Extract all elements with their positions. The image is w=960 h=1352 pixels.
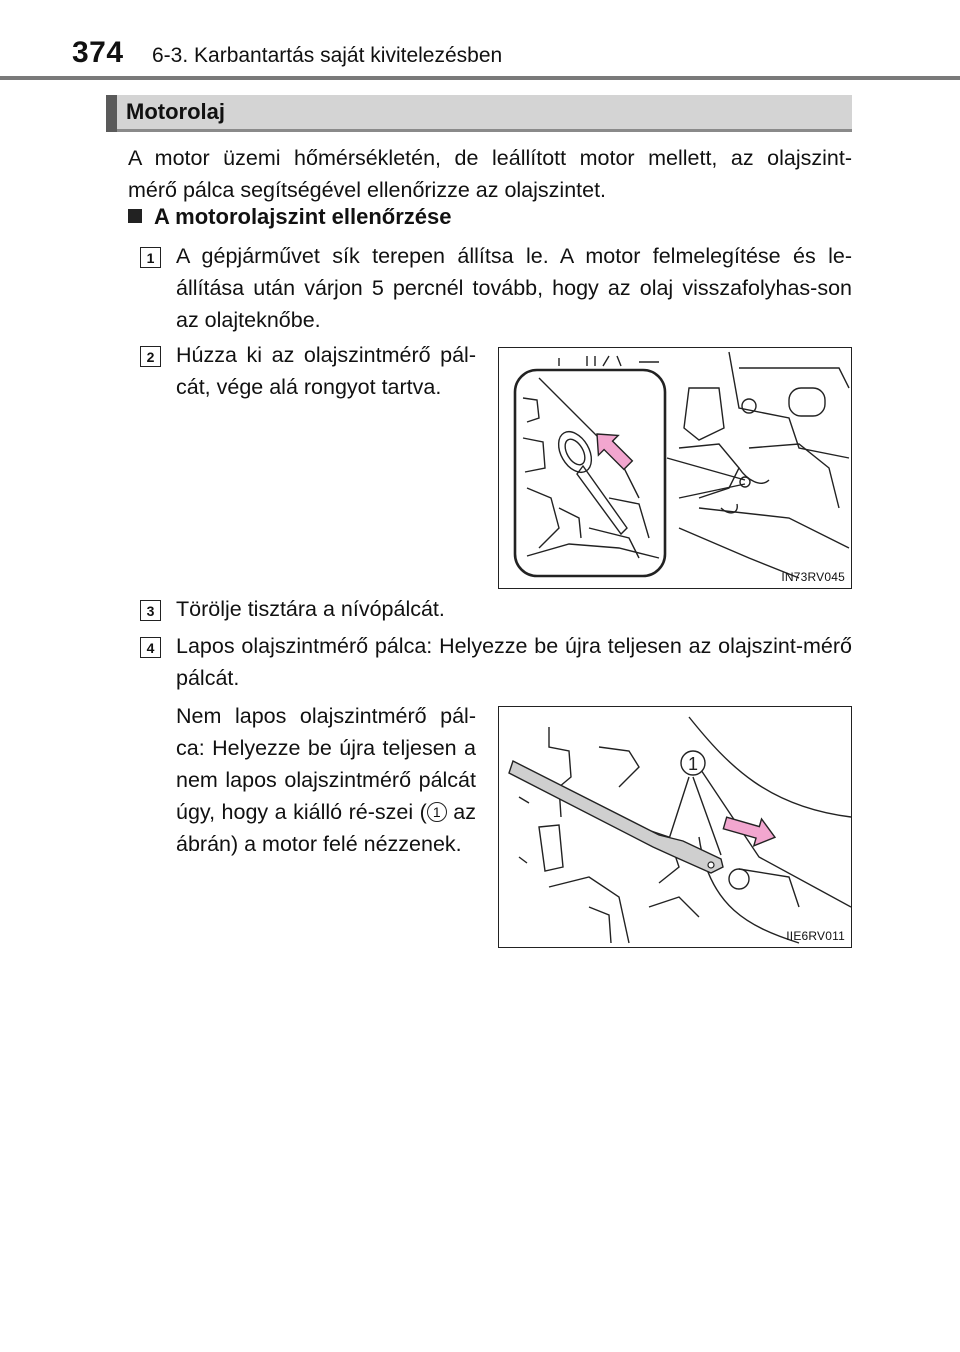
step-1-text: A gépjárművet sík terepen állítsa le. A motor felmelegítése és le-állítása után várjon 5 percnél tovább, hogy az olaj visszafolyhas-son az olajteknőbe.	[176, 244, 852, 332]
engine-bay-illustration	[499, 348, 851, 588]
figure-callout-1: 1	[687, 754, 699, 774]
step-number-1: 1	[140, 247, 161, 268]
page-number: 374	[72, 36, 124, 69]
figure-code-1: IN73RV045	[781, 570, 845, 584]
figure-code-2: IIE6RV011	[786, 929, 845, 943]
section-bar-accent	[106, 95, 117, 132]
note-text-before: Nem lapos olajszintmérő pál-ca: Helyezze be újra teljesen a nem lapos olajszintmérő pálcát úgy, hogy a kiálló ré-szei (	[176, 704, 476, 824]
figure-dipstick-insertion	[498, 706, 852, 948]
step-2-text: Húzza ki az olajszintmérő pál-cát, vége alá rongyot tartva.	[176, 343, 476, 399]
step-number-3: 3	[140, 600, 161, 621]
figure-dipstick-removal	[498, 347, 852, 589]
step-4-note	[176, 700, 476, 860]
section-title: Motorolaj	[126, 99, 225, 124]
dipstick-illustration	[499, 707, 851, 947]
step-number-2: 2	[140, 346, 161, 367]
intro-line-2: mérő pálca segítségével ellenőrizze az olajszintet.	[128, 178, 607, 202]
section-bar	[106, 95, 852, 132]
intro-line-1: A motor üzemi hőmérsékletén, de leállított motor mellett, az olajszint-	[128, 146, 852, 170]
note-text-after: az ábrán) a motor felé nézzenek.	[176, 800, 477, 856]
square-bullet-icon	[128, 209, 142, 223]
subsection-title: A motorolajszint ellenőrzése	[154, 204, 452, 229]
header-rule	[0, 76, 960, 80]
step-3-text: Törölje tisztára a nívópálcát.	[176, 597, 445, 621]
callout-marker-inline: 1	[427, 802, 447, 822]
chapter-title: 6-3. Karbantartás saját kivitelezésben	[152, 44, 503, 67]
subsection-heading	[128, 204, 451, 230]
step-number-4: 4	[140, 637, 161, 658]
step-4-text: Lapos olajszintmérő pálca: Helyezze be újra teljesen az olajszint-mérő pálcát.	[176, 634, 852, 690]
